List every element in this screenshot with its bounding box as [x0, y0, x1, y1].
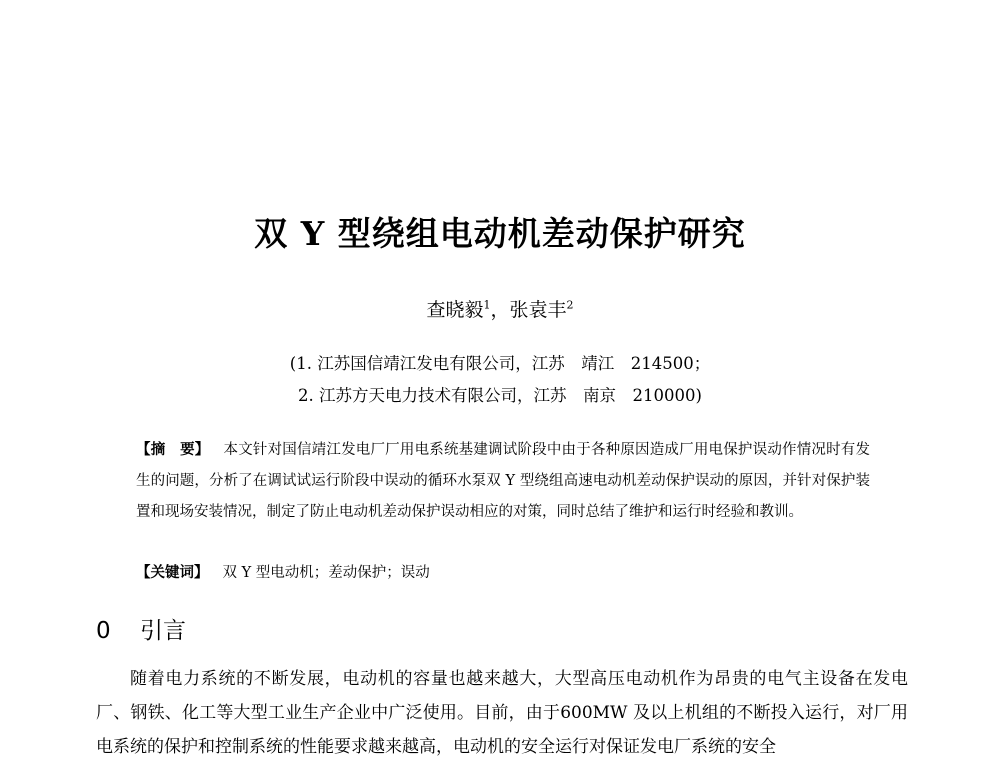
author-2-affiliation-mark: 2 — [566, 298, 574, 312]
abstract-text: 本文针对国信靖江发电厂厂用电系统基建调试阶段中由于各种原因造成厂用电保护误动作情况时有发生的问题，分析了在调试试运行阶段中误动的循环水泵双 Y 型绕组高速电动机差动保护误动的原因，并针对保护装置和现场安装情况，制定了防止电动机差动保护误动相应的对策，同时总结了维护和运行时经验和教训。 — [136, 442, 871, 520]
section-title: 引言 — [140, 618, 186, 644]
author-name-1: 查晓毅 — [426, 299, 484, 321]
abstract-label: 【摘 要】 — [136, 442, 210, 458]
keywords-text: 双 Y 型电动机；差动保护；误动 — [222, 565, 430, 581]
intro-paragraph: 随着电力系统的不断发展，电动机的容量也越来越大，大型高压电动机作为昂贵的电气主设备在发电厂、钢铁、化工等大型工业生产企业中广泛使用。目前，由于600MW 及以上机组的不断投入运行，对厂用电系统的保护和控制系统的性能要求越来越高，电动机的安全运行对保证发电厂系统的安全 — [96, 669, 908, 757]
paper-title: 双 Y 型绕组电动机差动保护研究 — [254, 214, 746, 253]
section-heading — [96, 614, 186, 648]
author-name-2: 张袁丰 — [509, 299, 567, 321]
author-line — [0, 296, 1000, 324]
author-separator: ， — [490, 299, 510, 321]
keywords-block — [136, 559, 870, 587]
abstract-block — [136, 435, 870, 528]
section-number: 0 — [96, 618, 111, 644]
keywords-label: 【关键词】 — [136, 565, 209, 581]
affiliation-line-1: (1. 江苏国信靖江发电有限公司，江苏 靖江 214500； — [289, 354, 711, 373]
author-1-affiliation-mark: 1 — [483, 298, 491, 312]
affiliation-line-2: 2. 江苏方天电力技术有限公司，江苏 南京 210000) — [298, 386, 702, 405]
